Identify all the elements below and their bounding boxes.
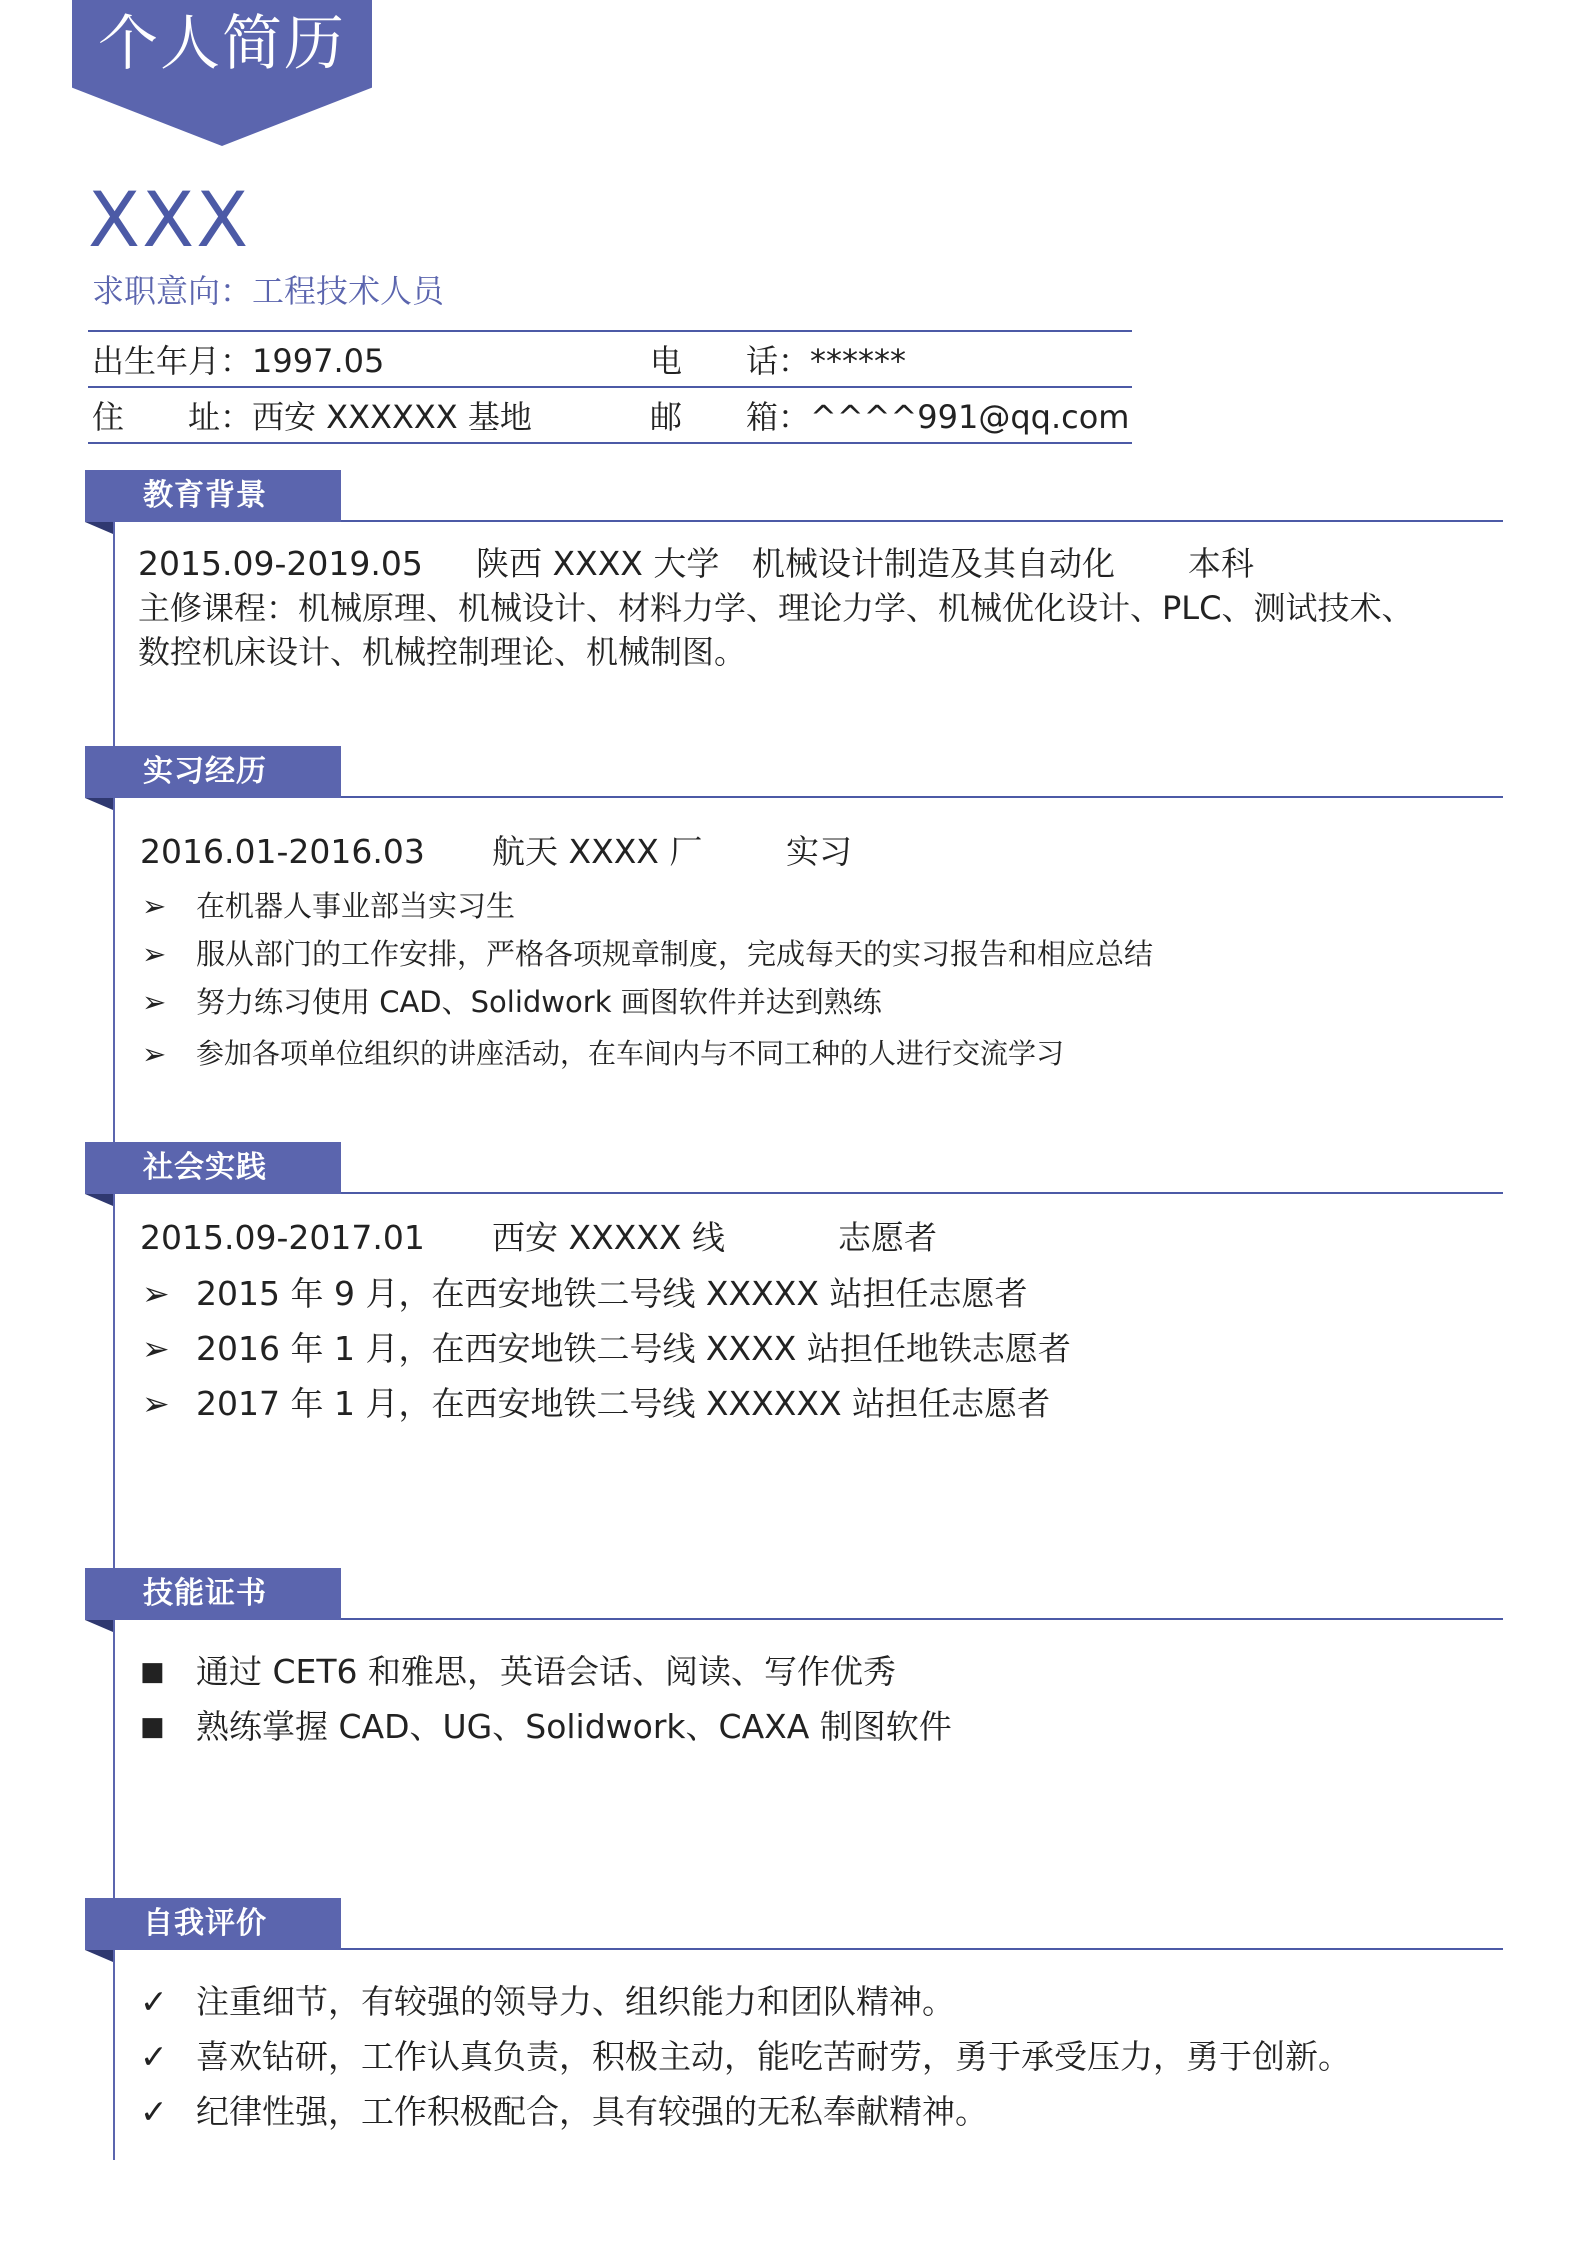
arrow-bullet-icon: ➢ [142,937,167,971]
banner-title: 个人简历 [98,9,346,79]
arrow-bullet-icon: ➢ [142,985,167,1019]
square-bullet-icon: ■ [140,1712,165,1742]
practice-item: 2017 年 1 月，在西安地铁二号线 XXXXXX 站担任志愿者 [196,1384,1051,1423]
internship-item: 参加各项单位组织的讲座活动，在车间内与不同工种的人进行交流学习 [196,1037,1065,1070]
section-fold [85,1194,113,1206]
section-rule [341,520,1503,522]
evaluation-item: 纪律性强，工作积极配合，具有较强的无私奉献精神。 [196,2092,988,2131]
education-major: 机械设计制造及其自动化 [752,544,1115,583]
arrow-bullet-icon: ➢ [142,1037,167,1071]
practice-role: 志愿者 [838,1218,937,1257]
arrow-bullet-icon: ➢ [142,889,167,923]
arrow-bullet-icon: ➢ [142,1329,170,1368]
email-value: ^^^^991@qq.com [810,398,1130,436]
check-icon: ✓ [140,2037,168,2076]
internship-item: 服从部门的工作安排，严格各项规章制度，完成每天的实习报告和相应总结 [196,937,1154,971]
info-row-address-email [92,392,1132,442]
section-fold [85,522,113,534]
practice-place: 西安 XXXXX 线 [492,1218,726,1257]
section-title: 社会实践 [143,1150,267,1185]
arrow-bullet-icon: ➢ [142,1384,170,1423]
check-icon: ✓ [140,2092,168,2131]
section-fold [85,1950,113,1962]
info-divider-bottom [88,442,1132,444]
info-divider-top [88,330,1132,332]
internship-item: 在机器人事业部当实习生 [196,889,516,923]
job-objective: 求职意向：工程技术人员 [92,272,445,310]
section-fold [85,1620,113,1632]
birth-value: 1997.05 [252,342,385,380]
section-header-education [85,470,1503,530]
practice-item: 2016 年 1 月，在西安地铁二号线 XXXX 站担任地铁志愿者 [196,1329,1071,1368]
arrow-bullet-icon: ➢ [142,1274,170,1313]
info-row-birth-phone [92,336,1132,386]
internship-period: 2016.01-2016.03 [140,832,425,871]
section-title: 技能证书 [143,1576,267,1611]
education-courses-line1: 主修课程：机械原理、机械设计、材料力学、理论力学、机械优化设计、PLC、测试技术、 [138,589,1414,627]
section-header-skills [85,1568,1503,1628]
address-label: 住 址： [92,398,253,436]
candidate-name: XXX [88,175,251,264]
info-divider-middle [88,386,1132,388]
section-title: 自我评价 [143,1906,267,1941]
section-rule [341,1948,1503,1950]
check-icon: ✓ [140,1982,168,2021]
section-header-internship [85,746,1503,806]
education-courses-line2: 数控机床设计、机械控制理论、机械制图。 [138,633,747,671]
practice-item: 2015 年 9 月，在西安地铁二号线 XXXXX 站担任志愿者 [196,1274,1028,1313]
section-title: 教育背景 [143,478,267,513]
phone-value: ****** [810,342,906,380]
evaluation-item: 注重细节，有较强的领导力、组织能力和团队精神。 [196,1982,955,2021]
section-header-evaluation [85,1898,1503,1958]
section-fold [85,798,113,810]
birth-label: 出生年月： [92,342,253,380]
section-title: 实习经历 [143,754,267,789]
email-label: 邮 箱： [650,398,811,436]
education-period: 2015.09-2019.05 [138,544,423,583]
practice-period: 2015.09-2017.01 [140,1218,425,1257]
section-header-practice [85,1142,1503,1202]
education-degree: 本科 [1188,544,1254,583]
section-rule [341,1192,1503,1194]
phone-label: 电 话： [650,342,811,380]
internship-item: 努力练习使用 CAD、Solidwork 画图软件并达到熟练 [196,985,882,1019]
section-rule [341,1618,1503,1620]
square-bullet-icon: ■ [140,1657,165,1687]
skill-item: 通过 CET6 和雅思，英语会话、阅读、写作优秀 [196,1652,897,1691]
address-value: 西安 XXXXXX 基地 [252,398,532,436]
education-school: 陕西 XXXX 大学 [476,544,720,583]
evaluation-item: 喜欢钻研，工作认真负责，积极主动，能吃苦耐劳，勇于承受压力，勇于创新。 [196,2037,1351,2076]
internship-company: 航天 XXXX 厂 [492,832,703,871]
skill-item: 熟练掌握 CAD、UG、Solidwork、CAXA 制图软件 [196,1707,952,1746]
section-rule [341,796,1503,798]
internship-role: 实习 [786,832,852,871]
